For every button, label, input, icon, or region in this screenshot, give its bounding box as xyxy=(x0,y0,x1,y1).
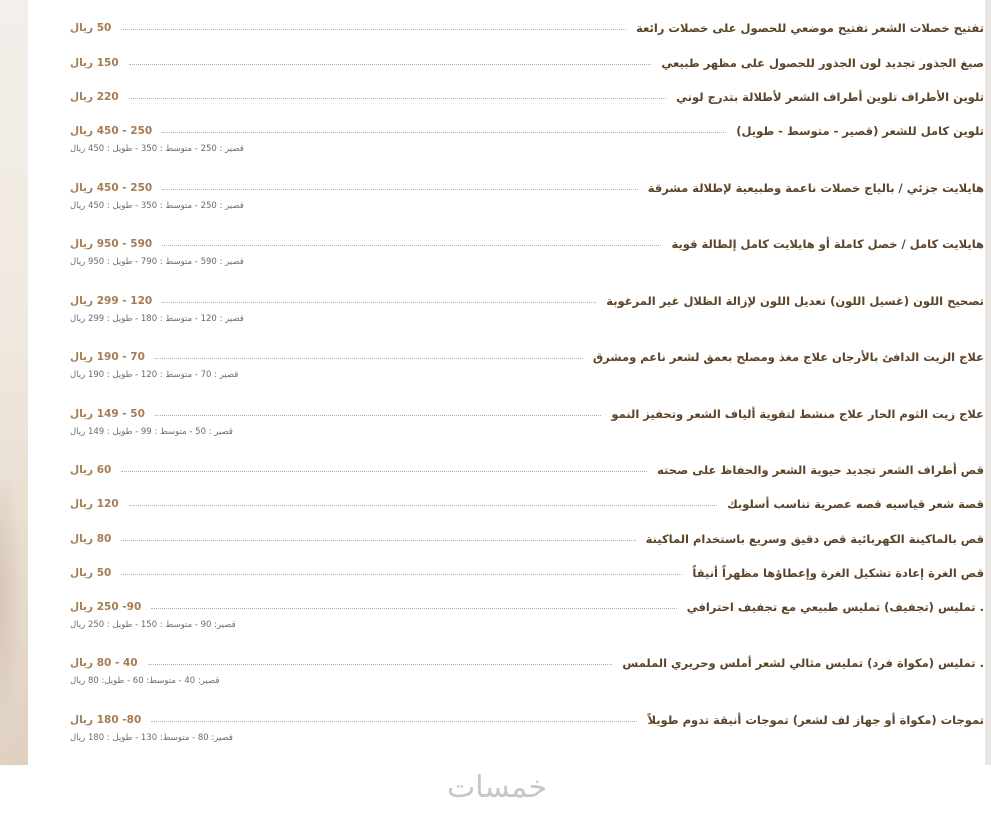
price-item xyxy=(70,460,984,480)
price-item xyxy=(70,653,984,686)
service-name: . تمليس (تجفيف) تمليس طبيعي مع تجفيف احترافي xyxy=(686,600,984,614)
leader-dots xyxy=(162,302,596,303)
page-edge xyxy=(985,0,991,765)
price-item xyxy=(70,291,984,324)
service-name: قص أطراف الشعر تجديد حيوية الشعر والحفاظ على صحته xyxy=(657,463,984,477)
leader-dots xyxy=(162,245,661,246)
service-price: 250 - 450 ريال xyxy=(70,182,153,194)
service-price: 40 - 80 ريال xyxy=(70,657,138,669)
size-price-detail: قصير : 70 - متوسط : 120 - طويل : 190 ريال xyxy=(70,370,239,380)
service-price: 90- 250 ريال xyxy=(70,601,142,613)
price-item xyxy=(70,347,984,380)
service-price: 80 ريال xyxy=(70,533,112,545)
service-name: قص الغرة إعادة تشكيل الغرة وإعطاؤها مظهراً أنيقاً xyxy=(692,566,984,580)
price-item xyxy=(70,178,984,211)
service-name: قص بالماكينة الكهربائية قص دقيق وسريع باستخدام الماكينة xyxy=(645,532,984,546)
service-name: قصة شعر قياسيه قصه عصرية تناسب أسلوبك xyxy=(727,497,984,511)
service-name: تلوين الأطراف تلوين أطراف الشعر لأطلالة بتدرج لوني xyxy=(676,90,984,104)
service-name: علاج الزيت الدافئ بالأرجان علاج مغذ ومصلح بعمق لشعر ناعم ومشرق xyxy=(592,350,984,364)
size-price-detail: قصير: 80 - متوسط: 130 - طويل : 180 ريال xyxy=(70,733,233,743)
leader-dots xyxy=(129,98,666,99)
leader-dots xyxy=(155,415,601,416)
leader-dots xyxy=(129,505,718,506)
service-price: 150 ريال xyxy=(70,57,119,69)
service-name: هايلايت كامل / خصل كاملة أو هايلايت كامل إلطالة قوية xyxy=(671,237,984,251)
service-name: تصحيح اللون (غسيل اللون) تعديل اللون لإزالة الظلال غير المرغوبة xyxy=(606,294,984,308)
service-name: هايلايت جزئي / بالياج خصلات ناعمة وطبيعية لإطلالة مشرقة xyxy=(647,181,984,195)
service-price: 80- 180 ريال xyxy=(70,714,142,726)
size-price-detail: قصير: 40 - متوسط: 60 - طويل: 80 ريال xyxy=(70,676,220,686)
price-item xyxy=(70,494,984,514)
leader-dots xyxy=(162,189,638,190)
leader-dots xyxy=(151,608,676,609)
side-photo xyxy=(0,0,28,765)
leader-dots xyxy=(121,29,626,30)
size-price-detail: قصير : 120 - متوسط : 180 - طويل : 299 ريال xyxy=(70,314,244,324)
service-price: 590 - 950 ريال xyxy=(70,238,153,250)
service-price: 120 ريال xyxy=(70,498,119,510)
service-price: 70 - 190 ريال xyxy=(70,351,145,363)
service-price: 50 ريال xyxy=(70,567,112,579)
size-price-detail: قصير : 50 - متوسط : 99 - طويل : 149 ريال xyxy=(70,427,233,437)
service-name: . تمليس (مكواة فرد) تمليس مثالي لشعر أملس وحريري الملمس xyxy=(622,656,984,670)
service-price: 120 - 299 ريال xyxy=(70,295,153,307)
leader-dots xyxy=(162,132,726,133)
price-item xyxy=(70,710,984,743)
size-price-detail: قصير : 250 - متوسط : 350 - طويل : 450 ريال xyxy=(70,144,244,154)
price-item xyxy=(70,563,984,583)
watermark-logo: خمسات xyxy=(446,770,548,805)
price-item xyxy=(70,87,984,107)
leader-dots xyxy=(155,358,583,359)
size-price-detail: قصير: 90 - متوسط : 150 - طويل : 250 ريال xyxy=(70,620,236,630)
service-price: 250 - 450 ريال xyxy=(70,125,153,137)
price-item xyxy=(70,18,984,38)
service-price: 60 ريال xyxy=(70,464,112,476)
service-name: تفتيح خصلات الشعر تفتيح موضعي للحصول على خصلات رائعة xyxy=(636,21,984,35)
service-name: تلوين كامل للشعر (قصير - متوسط - طويل) xyxy=(736,124,984,138)
leader-dots xyxy=(151,721,637,722)
service-name: تموجات (مكواة أو جهاز لف لشعر) تموجات أنيقة تدوم طويلاً xyxy=(647,713,984,727)
leader-dots xyxy=(121,540,635,541)
leader-dots xyxy=(129,64,652,65)
price-item xyxy=(70,53,984,73)
service-price: 50 - 149 ريال xyxy=(70,408,145,420)
service-name: علاج زيت الثوم الحار علاج منشط لتقوية ألياف الشعر وتحفيز النمو xyxy=(611,407,984,421)
service-name: صبغ الجذور تجديد لون الجذور للحصول على مظهر طبيعي xyxy=(661,56,984,70)
price-item xyxy=(70,121,984,154)
price-item xyxy=(70,404,984,437)
price-item xyxy=(70,234,984,267)
size-price-detail: قصير : 250 - متوسط : 350 - طويل : 450 ريال xyxy=(70,201,244,211)
price-item xyxy=(70,529,984,549)
price-item xyxy=(70,597,984,630)
leader-dots xyxy=(121,471,647,472)
leader-dots xyxy=(121,574,682,575)
service-price: 220 ريال xyxy=(70,91,119,103)
leader-dots xyxy=(148,664,613,665)
service-price: 50 ريال xyxy=(70,22,112,34)
size-price-detail: قصير : 590 - متوسط : 790 - طويل : 950 ريال xyxy=(70,257,244,267)
